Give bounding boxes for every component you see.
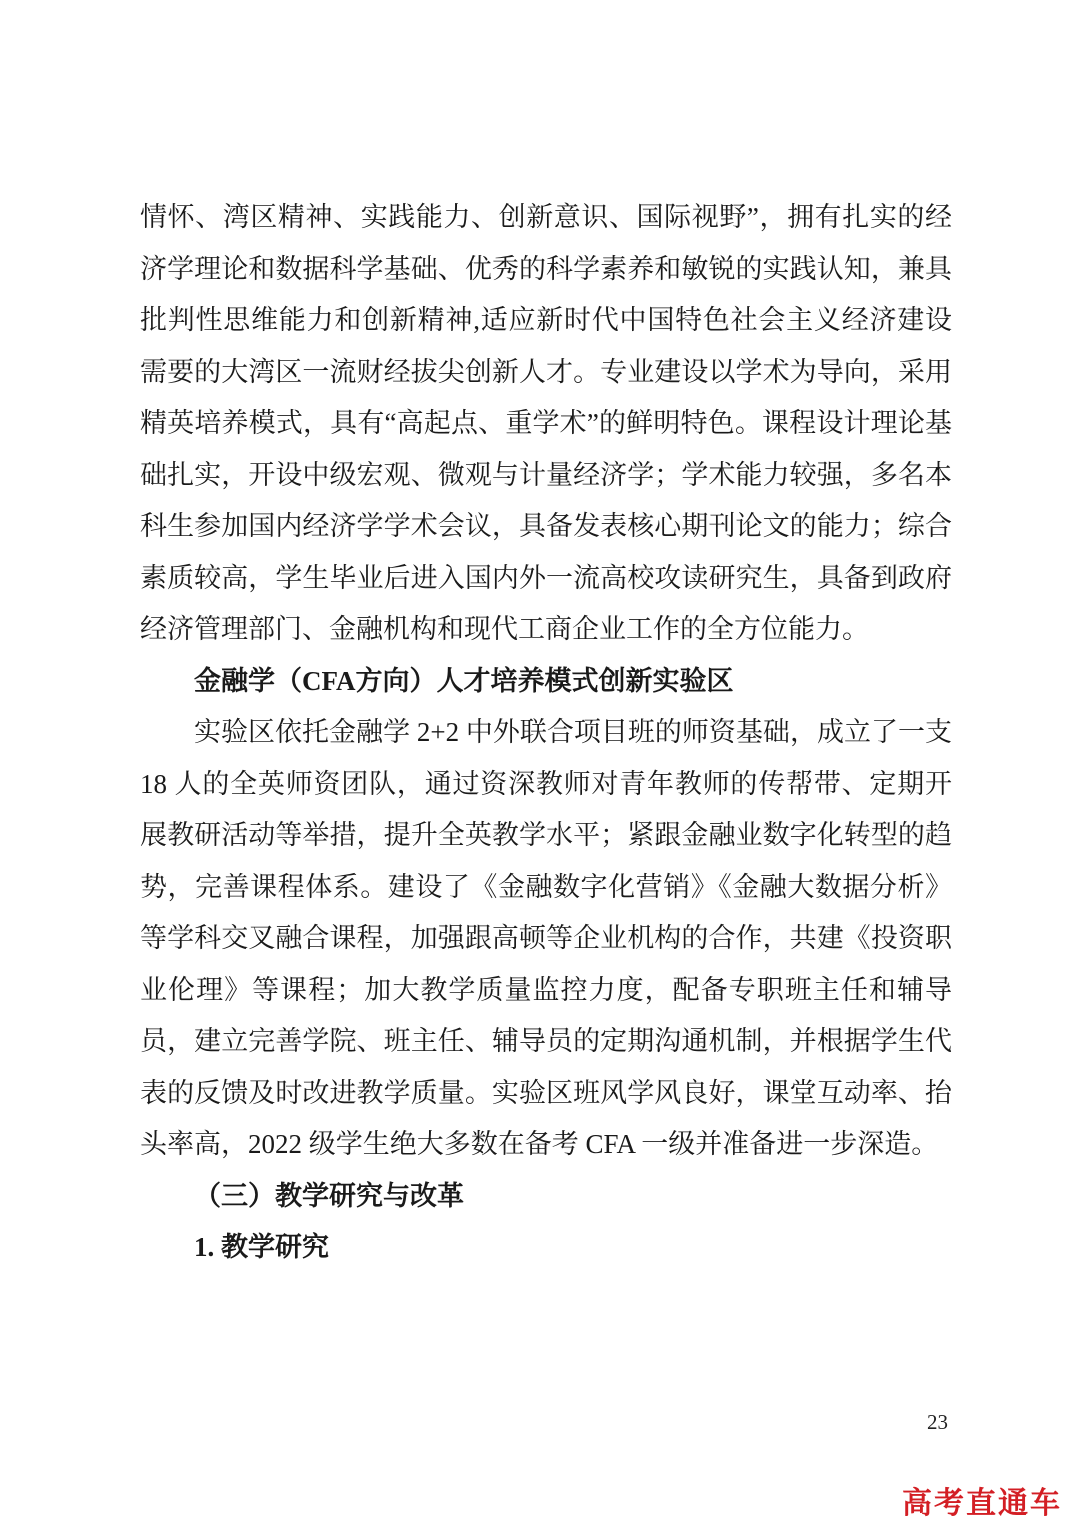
page-body — [140, 192, 952, 1274]
watermark-logo: 高考直通车 — [902, 1487, 1062, 1520]
page-number: 23 — [927, 1410, 948, 1434]
subsection-heading-teaching-research: 1. 教学研究 — [194, 1232, 329, 1262]
section-heading-teaching-research-reform: （三）教学研究与改革 — [194, 1180, 464, 1211]
paragraph-experiment-zone: 实验区依托金融学 2+2 中外联合项目班的师资基础，成立了一支 18 人的全英师资团队，通过资深教师对青年教师的传帮带、定期开展教研活动等举措，提升全英教学水平；紧跟金融业数字化转型的趋势，完善课程体系。建设了《金融数字化营销》《金融大数据分析》等学科交叉融合课程，加强跟高顿等企业机构的合作，共建《投资职业伦理》等课程；加大教学质量监控力度，配备专职班主任和辅导员，建立完善学院、班主任、辅导员的定期沟通机制，并根据学生代表的反馈及时改进教学质量。实验区班风学风良好，课堂互动率、抬头率高，2022 级学生绝大多数在备考 CFA 一级并准备进一步深造。 — [140, 717, 952, 1159]
paragraph-continuation: 情怀、湾区精神、实践能力、创新意识、国际视野”，拥有扎实的经济学理论和数据科学基础、优秀的科学素养和敏锐的实践认知，兼具批判性思维能力和创新精神,适应新时代中国特色社会主义经济建设需要的大湾区一流财经拔尖创新人才。专业建设以学术为导向，采用精英培养模式，具有“高起点、重学术”的鲜明特色。课程设计理论基础扎实，开设中级宏观、微观与计量经济学；学术能力较强，多名本科生参加国内经济学学术会议，具备发表核心期刊论文的能力；综合素质较高，学生毕业后进入国内外一流高校攻读研究生，具备到政府经济管理部门、金融机构和现代工商企业工作的全方位能力。 — [140, 202, 952, 644]
section-heading-cfa-experiment-zone: 金融学（CFA方向）人才培养模式创新实验区 — [194, 665, 734, 696]
